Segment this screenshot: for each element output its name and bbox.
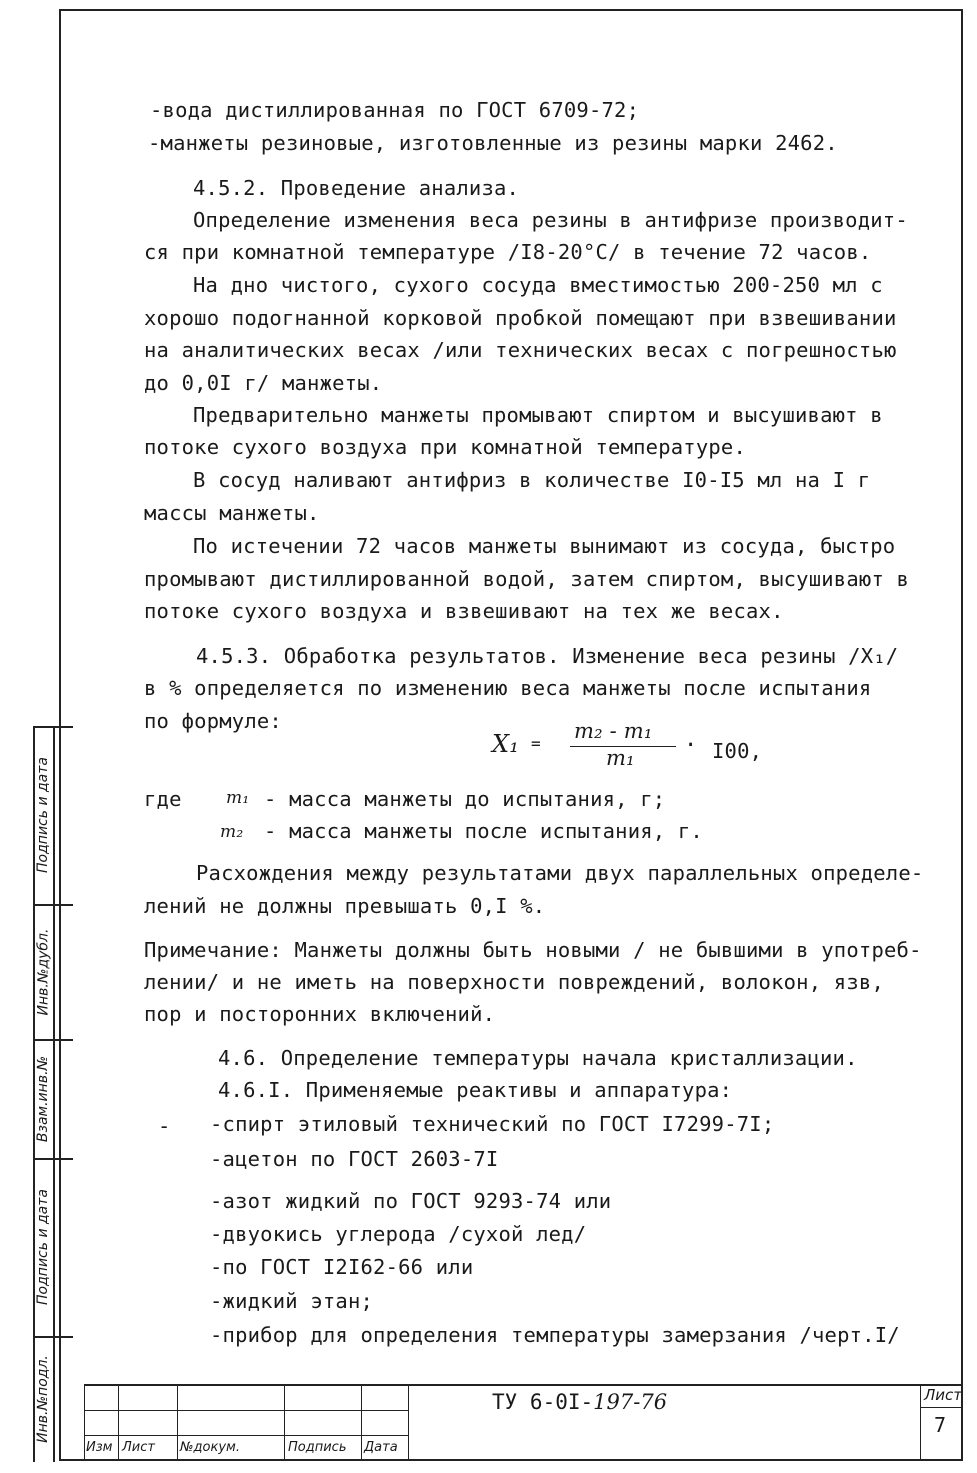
title-block-line: [408, 1384, 409, 1461]
body-line: -жидкий этан;: [210, 1289, 374, 1313]
body-line: хорошо подогнанной корковой пробкой помещают при взвешивании: [144, 306, 897, 330]
body-line: по формуле:: [144, 709, 282, 733]
title-block-line: [920, 1407, 963, 1408]
body-line: где: [144, 787, 182, 811]
body-line: промывают дистиллированной водой, затем спиртом, высушивают в: [144, 567, 910, 591]
body-line: Определение изменения веса резины в антифризе производит-: [193, 208, 908, 232]
body-line: -прибор для определения температуры замерзания /черт.I/: [210, 1323, 900, 1347]
formula-factor: I00,: [712, 739, 763, 763]
col-data-label: Дата: [364, 1440, 398, 1455]
title-block: [84, 1384, 963, 1461]
body-line: -манжеты резиновые, изготовленные из резины марки 2462.: [148, 131, 838, 155]
body-line: 4.6.I. Применяемые реактивы и аппаратура:: [218, 1078, 733, 1102]
title-block-line: [284, 1384, 285, 1461]
side-label-signature-date-top: Подпись и дата: [35, 757, 51, 873]
formula-denominator: m₁: [606, 746, 635, 770]
document-number-handwritten: 197-76: [593, 1390, 668, 1414]
sheet-label: Лист: [924, 1386, 963, 1404]
col-list-label: Лист: [122, 1440, 155, 1455]
body-line: потоке сухого воздуха и взвешивают на тех же весах.: [144, 599, 784, 623]
col-izm-label: Изм: [86, 1440, 113, 1455]
body-line: На дно чистого, сухого сосуда вместимостью 200-250 мл с: [193, 273, 883, 297]
formula-times: ·: [684, 733, 698, 758]
body-line: Расхождения между результатами двух параллельных определе-: [196, 861, 924, 885]
body-line: до 0,0I г/ манжеты.: [144, 371, 383, 395]
side-label-inv-podl: Инв.№подл.: [35, 1355, 51, 1443]
body-line: По истечении 72 часов манжеты вынимают из сосуда, быстро: [193, 534, 896, 558]
side-label-vzam-inv: Взам.инв.№: [35, 1055, 51, 1142]
title-block-line: [177, 1384, 178, 1461]
title-block-line: [84, 1384, 85, 1461]
document-number: [492, 1390, 667, 1414]
body-line: пор и посторонних включений.: [144, 1002, 496, 1026]
body-line: -вода дистиллированная по ГОСТ 6709-72;: [150, 98, 640, 122]
body-line: -спирт этиловый технический по ГОСТ I7299-7I;: [210, 1112, 775, 1136]
col-podpis-label: Подпись: [288, 1440, 347, 1455]
side-label-inv-dubl: Инв.№дубл.: [35, 928, 52, 1015]
body-line: -азот жидкий по ГОСТ 9293-74 или: [210, 1189, 612, 1213]
col-n-dokum-label: №докум.: [180, 1440, 240, 1455]
where-m2-symbol: m₂: [220, 822, 244, 842]
body-line: -двуокись углерода /сухой лед/: [210, 1222, 587, 1246]
title-block-line: [84, 1384, 963, 1386]
body-line: массы манжеты.: [144, 501, 320, 525]
side-column-border-right: [53, 726, 75, 1462]
formula-numerator: m₂ - m₁: [574, 719, 653, 743]
body-line: - масса манжеты после испытания, г.: [264, 819, 703, 843]
body-line: В сосуд наливают антифриз в количестве I0-I5 мл на I г: [193, 468, 871, 492]
body-line: -ацетон по ГОСТ 2603-7I: [210, 1147, 499, 1171]
body-line: потоке сухого воздуха при комнатной температуре.: [144, 435, 747, 459]
body-line: ся при комнатной температуре /I8-20°С/ в течение 72 часов.: [144, 240, 872, 264]
title-block-line: [920, 1384, 921, 1461]
body-line: -по ГОСТ I2I62-66 или: [210, 1255, 474, 1279]
body-line: 4.5.2. Проведение анализа.: [193, 176, 520, 200]
side-label-signature-date-bottom: Подпись и дата: [35, 1189, 51, 1305]
formula-equals: =: [531, 734, 541, 753]
body-line: Примечание: Манжеты должны быть новыми / не бывшими в употреб-: [144, 938, 922, 962]
margin-dash: -: [158, 1114, 171, 1138]
side-stamp-column: [33, 726, 73, 1462]
body-line: лений не должны превышать 0,I %.: [144, 894, 546, 918]
where-m1-symbol: m₁: [226, 788, 250, 808]
sheet-number: 7: [934, 1413, 947, 1437]
body-line: 4.5.3. Обработка результатов. Изменение веса резины /X₁/: [196, 644, 899, 668]
title-block-line: [118, 1384, 119, 1461]
title-block-line: [84, 1410, 408, 1411]
body-line: 4.6. Определение температуры начала кристаллизации.: [218, 1046, 858, 1070]
body-line: в % определяется по изменению веса манжеты после испытания: [144, 676, 872, 700]
body-line: лении/ и не иметь на поверхности повреждений, волокон, язв,: [144, 970, 884, 994]
body-line: на аналитических весах /или технических весах с погрешностью: [144, 338, 897, 362]
body-line: Предварительно манжеты промывают спиртом и высушивают в: [193, 403, 883, 427]
document-number-printed: ТУ 6-0I-: [492, 1390, 594, 1414]
title-block-line: [361, 1384, 362, 1461]
body-line: - масса манжеты до испытания, г;: [264, 787, 666, 811]
formula-lhs: X₁: [492, 730, 520, 758]
title-block-line: [84, 1435, 408, 1436]
